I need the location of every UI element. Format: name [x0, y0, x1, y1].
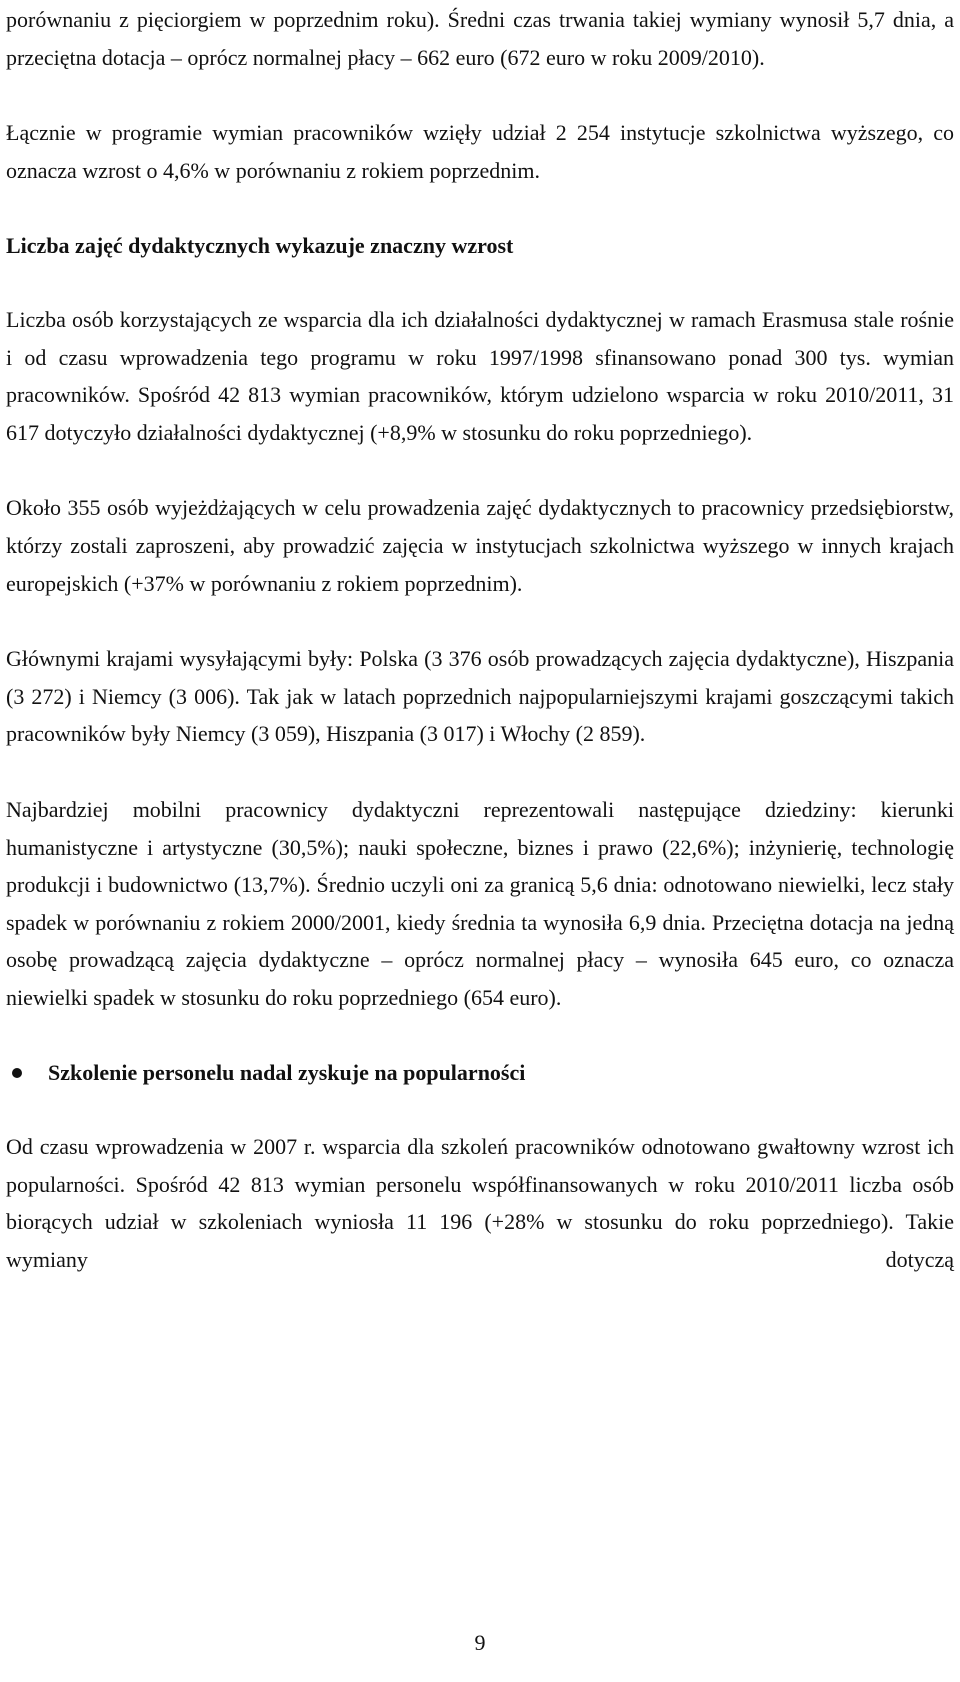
paragraph-3: Liczba osób korzystających ze wsparcia dla ich działalności dydaktycznej w ramach Erasmusa stale rośnie i od czasu wprowadzenia tego programu w roku 1997/1998 sfinansowano ponad 300 tys. wymian pracowników. Spośród 42 813 wymian pracowników, którym udzielono wsparcia w roku 2010/2011, 31 617 dotyczyło działalności dydaktycznej (+8,9% w stosunku do roku poprzedniego). [6, 306, 954, 445]
paragraph-1: porównaniu z pięciorgiem w poprzednim roku). Średni czas trwania takiej wymiany wynosił 5,7 dnia, a przeciętna dotacja – oprócz normalnej płacy – 662 euro (672 euro w roku 2009/2010). [6, 7, 954, 70]
bullet-icon [12, 1068, 22, 1078]
paragraph-2: Łącznie w programie wymian pracowników wzięły udział 2 254 instytucje szkolnictwa wyższego, co oznacza wzrost o 4,6% w porównaniu z rokiem poprzednim. [6, 120, 954, 183]
page-number: 9 [474, 1630, 486, 1655]
bullet-heading-training [6, 1054, 954, 1092]
section-heading-teaching: Liczba zajęć dydaktycznych wykazuje znaczny wzrost [6, 233, 514, 259]
paragraph-5: Głównymi krajami wysyłającymi były: Polska (3 376 osób prowadzących zajęcia dydaktyczne), Hiszpania (3 272) i Niemcy (3 006). Tak jak w latach poprzednich najpopularniejszymi krajami goszczącymi takich pracowników były Niemcy (3 059), Hiszpania (3 017) i Włochy (2 859). [6, 646, 954, 747]
paragraph-6: Najbardziej mobilni pracownicy dydaktyczni reprezentowali następujące dziedziny: kierunki humanistyczne i artystyczne (30,5%); nauki społeczne, biznes i prawo (22,6%); inżynierię, technologię produkcji i budownictwo (13,7%). Średnio uczyli oni za granicą 5,6 dnia: odnotowano niewielki, lecz stały spadek w porównaniu z rokiem 2000/2001, kiedy średnia ta wynosiła 6,9 dnia. Przeciętna dotacja na jedną osobę prowadzącą zajęcia dydaktyczne – oprócz normalnej płacy – wynosiła 645 euro, co oznacza niewielki spadek w stosunku do roku poprzedniego (654 euro). [6, 796, 954, 1010]
paragraph-7: Od czasu wprowadzenia w 2007 r. wsparcia dla szkoleń pracowników odnotowano gwałtowny wzrost ich popularności. Spośród 42 813 wymian personelu współfinansowanych w roku 2010/2011 liczba osób biorących udział w szkoleniach wyniosła 11 196 (+28% w stosunku do roku poprzedniego). Takie wymiany dotyczą [6, 1134, 954, 1272]
paragraph-4: Około 355 osób wyjeżdżających w celu prowadzenia zajęć dydaktycznych to pracownicy przedsiębiorstw, którzy zostali zaproszeni, aby prowadzić zajęcia w instytucjach szkolnictwa wyższego w innych krajach europejskich (+37% w porównaniu z rokiem poprzednim). [6, 495, 954, 596]
section-heading-training: Szkolenie personelu nadal zyskuje na popularności [48, 1060, 526, 1086]
document-page [6, 0, 954, 1278]
